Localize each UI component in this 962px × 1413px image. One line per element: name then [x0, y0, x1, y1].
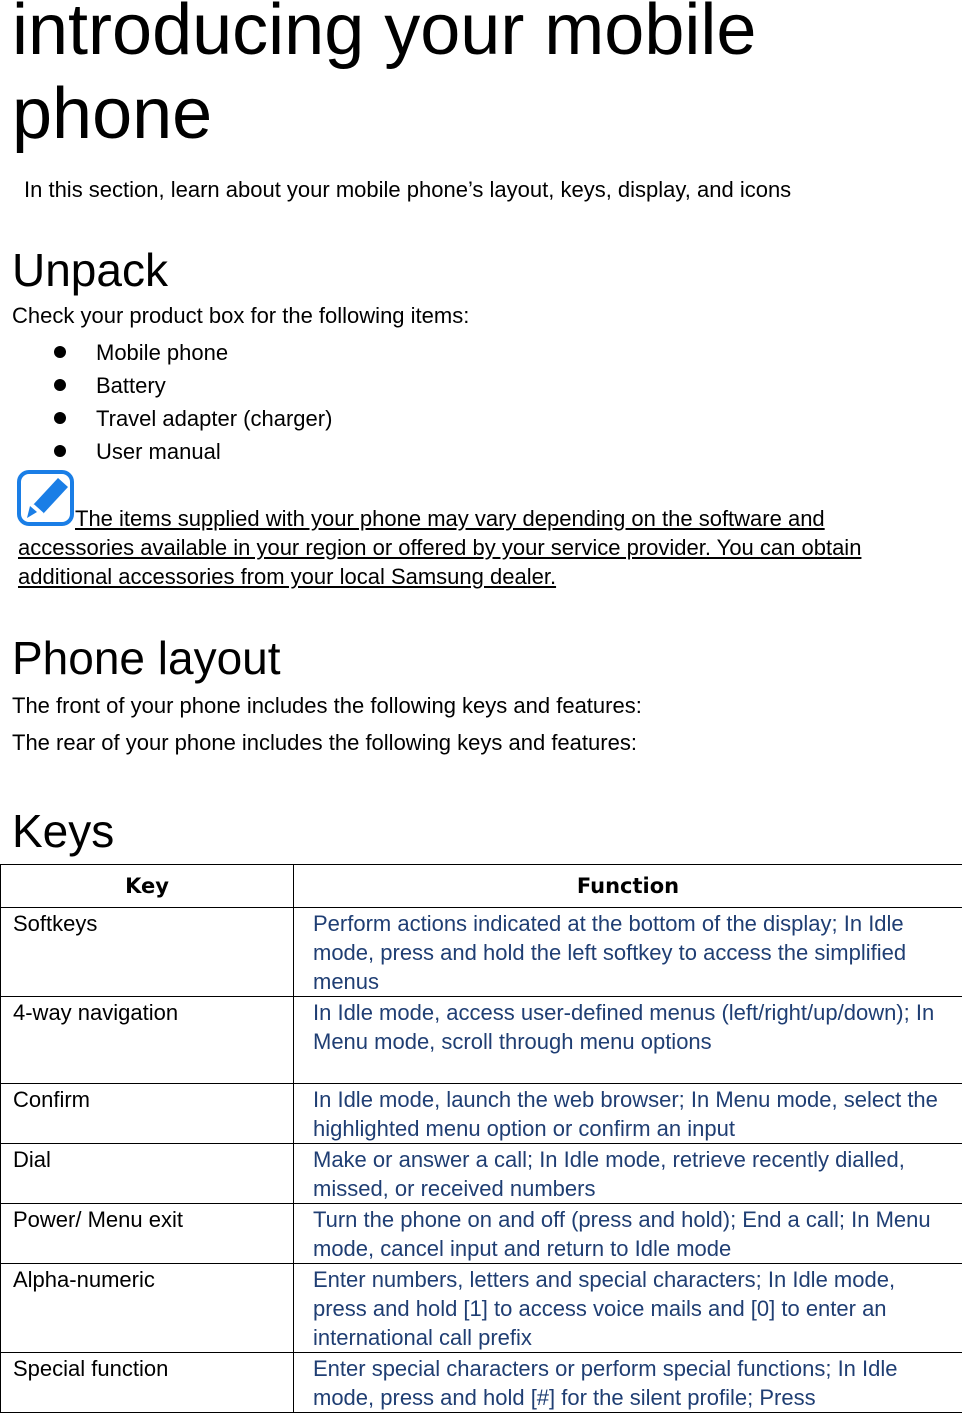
key-cell: Power/ Menu exit — [1, 1204, 294, 1264]
key-cell: Dial — [1, 1144, 294, 1204]
bullet-icon — [54, 445, 66, 457]
column-header-function: Function — [294, 865, 962, 908]
table-row — [1, 908, 962, 997]
front-description: The front of your phone includes the following keys and features: — [12, 692, 642, 720]
unpack-heading: Unpack — [12, 244, 168, 296]
keys-table — [0, 864, 962, 1413]
key-cell: 4-way navigation — [1, 997, 294, 1084]
key-cell: Softkeys — [1, 908, 294, 997]
phone-layout-heading: Phone layout — [12, 632, 281, 684]
function-cell: Turn the phone on and off (press and hold); End a call; In Menu mode, cancel input and return to Idle mode — [294, 1204, 962, 1264]
keys-heading: Keys — [12, 805, 114, 857]
function-cell: Enter numbers, letters and special characters; In Idle mode, press and hold [1] to access voice mails and [0] to enter an international call prefix — [294, 1264, 962, 1353]
function-cell: In Idle mode, launch the web browser; In Menu mode, select the highlighted menu option or confirm an input — [294, 1084, 962, 1144]
function-cell: Enter special characters or perform special functions; In Idle mode, press and hold [#] for the silent profile; Press — [294, 1353, 962, 1413]
table-row — [1, 997, 962, 1084]
key-cell: Special function — [1, 1353, 294, 1413]
table-row — [1, 1084, 962, 1144]
function-cell: In Idle mode, access user-defined menus (left/right/up/down); In Menu mode, scroll through menu options — [294, 997, 962, 1084]
table-row — [1, 1204, 962, 1264]
page-title: introducing your mobile phone — [12, 0, 952, 156]
bullet-icon — [54, 412, 66, 424]
function-cell: Make or answer a call; In Idle mode, retrieve recently dialled, missed, or received numbers — [294, 1144, 962, 1204]
key-cell: Alpha-numeric — [1, 1264, 294, 1353]
rear-description: The rear of your phone includes the following keys and features: — [12, 729, 637, 757]
section-intro: In this section, learn about your mobile phone’s layout, keys, display, and icons — [24, 176, 791, 204]
table-header-row — [1, 865, 962, 908]
note-text: The items supplied with your phone may vary depending on the software and accessories available in your region or offered by your service provider. You can obtain additional accessories from your local Samsung dealer. — [18, 504, 938, 591]
unpack-lead: Check your product box for the following items: — [12, 302, 469, 330]
bullet-icon — [54, 379, 66, 391]
column-header-key: Key — [1, 865, 294, 908]
key-cell: Confirm — [1, 1084, 294, 1144]
table-row — [1, 1144, 962, 1204]
table-row — [1, 1264, 962, 1353]
table-row — [1, 1353, 962, 1413]
function-cell: Perform actions indicated at the bottom of the display; In Idle mode, press and hold the left softkey to access the simplified menus — [294, 908, 962, 997]
bullet-icon — [54, 346, 66, 358]
